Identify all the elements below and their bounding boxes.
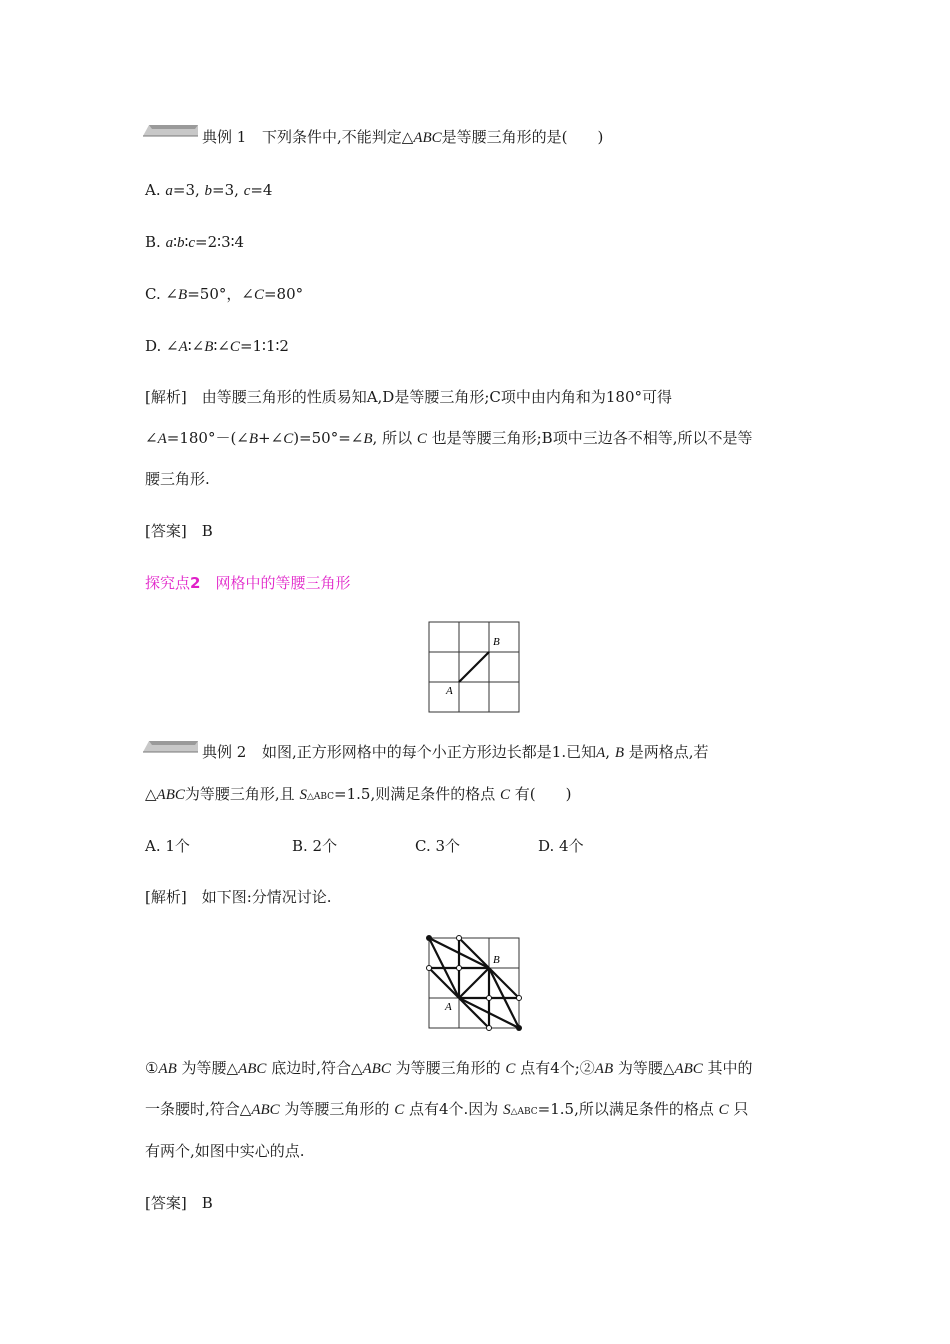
example2-option-c: C. 3个 (415, 837, 461, 855)
section-title: 探究点2 网格中的等腰三角形 (145, 574, 351, 592)
option-b: B. a∶b∶c=2∶3∶4 (145, 233, 245, 251)
example2-question-line-2: △ABC为等腰三角形,且 S△ABC=1.5,则满足条件的格点 C 有( ) (145, 785, 572, 803)
example-badge-icon (143, 740, 198, 753)
option-a: A. a=3, b=3, c=4 (145, 181, 273, 199)
explanation-line-2: 一条腰时,符合△ABC 为等腰三角形的 C 点有4个.因为 S△ABC=1.5,所以满足条件的格点 C 只 (145, 1100, 749, 1118)
example2-question-line-1: 如图,正方形网格中的每个小正方形边长都是1.已知A, B 是两格点,若 (262, 743, 709, 761)
answer-1: [答案] B (145, 522, 213, 540)
point-b-label: B (493, 636, 500, 648)
segment-ab (459, 652, 489, 682)
example2-option-d: D. 4个 (538, 837, 584, 855)
example1-question: 下列条件中,不能判定△ABC是等腰三角形的是( ) (262, 128, 604, 146)
point-b-label: B (493, 954, 500, 966)
grid-figure-2 (426, 935, 524, 1031)
point-a-label: A (446, 685, 453, 697)
example-badge-icon (143, 124, 198, 137)
option-c: C. ∠B=50°，∠C=80° (145, 285, 304, 303)
analysis-line-2: ∠A=180°－(∠B+∠C)=50°=∠B, 所以 C 也是等腰三角形;B项中三边各不相等,所以不是等 (145, 429, 753, 447)
explanation-line-1: ①AB 为等腰△ABC 底边时,符合△ABC 为等腰三角形的 C 点有4个;②AB 为等腰△ABC 其中的 (145, 1059, 753, 1077)
example1-label: 典例 1 (202, 128, 247, 146)
example2-analysis-title: [解析] 如下图:分情况讨论. (145, 888, 332, 906)
example2-option-b: B. 2个 (292, 837, 338, 855)
explanation-line-3: 有两个,如图中实心的点. (145, 1142, 305, 1160)
analysis-line-3: 腰三角形. (145, 470, 210, 488)
answer-2: [答案] B (145, 1194, 213, 1212)
example2-option-a: A. 1个 (145, 837, 190, 855)
analysis-line-1: [解析] 由等腰三角形的性质易知A,D是等腰三角形;C项中由内角和为180°可得 (145, 388, 672, 406)
option-d: D. ∠A∶∠B∶∠C=1∶1∶2 (145, 337, 289, 355)
point-a-label: A (445, 1001, 452, 1013)
example2-label: 典例 2 (202, 743, 247, 761)
grid-figure-1 (428, 621, 521, 713)
